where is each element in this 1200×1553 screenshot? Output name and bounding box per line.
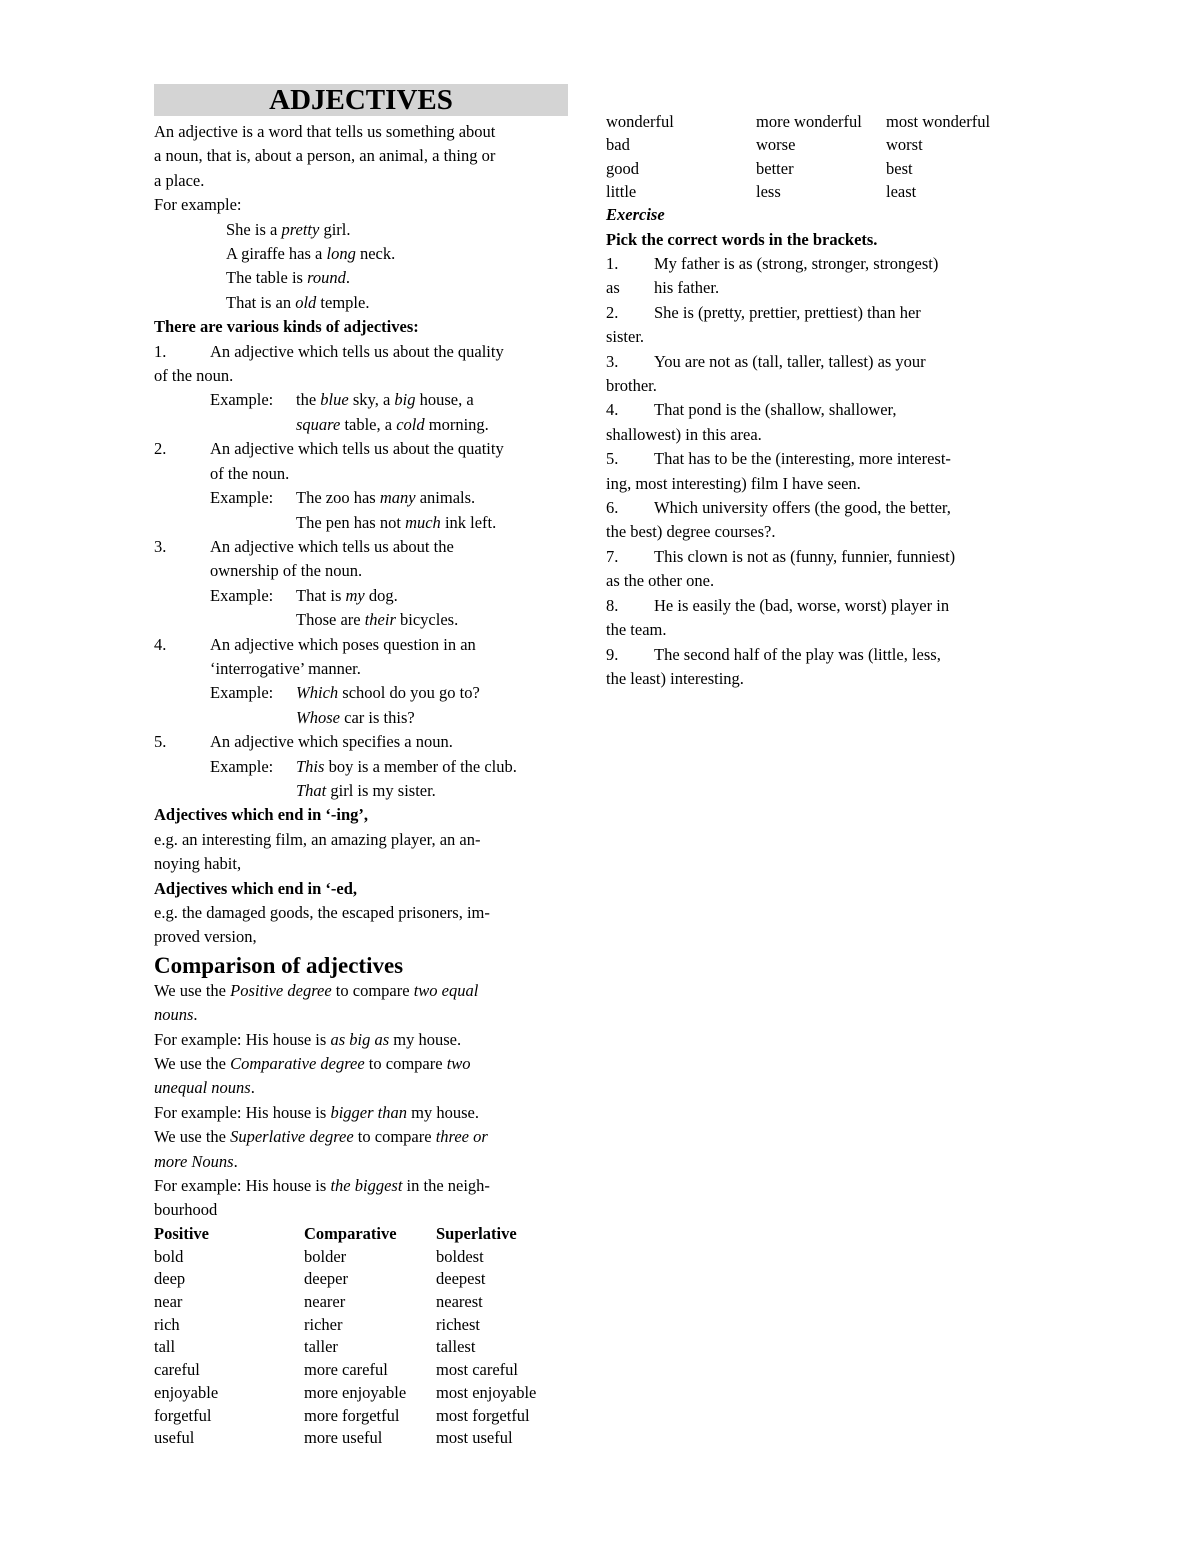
emphasis-text: much bbox=[405, 512, 441, 532]
table-cell: nearest bbox=[436, 1291, 483, 1311]
item-text: An adjective which tells us about the quality bbox=[210, 341, 504, 361]
emphasis-text: This bbox=[296, 756, 325, 776]
table-cell: most useful bbox=[436, 1428, 513, 1448]
exercise-number: 1. bbox=[606, 254, 619, 273]
table-cell: better bbox=[756, 158, 794, 178]
table-cell: richest bbox=[436, 1314, 480, 1334]
exercise-line-cont: shallowest) in this area. bbox=[606, 424, 762, 444]
exercise-item bbox=[606, 350, 1026, 399]
emphasis-text: Positive degree bbox=[230, 980, 332, 1000]
intro-line: a place. bbox=[154, 170, 205, 190]
adjective-emphasis: long bbox=[326, 244, 356, 264]
kind-example-cont bbox=[154, 706, 568, 730]
item-number: 1. bbox=[154, 341, 167, 361]
emphasis-text: two bbox=[446, 1054, 471, 1074]
exercise-line-cont: brother. bbox=[606, 376, 657, 396]
table-cell: wonderful bbox=[606, 112, 674, 131]
comparison-heading: Comparison of adjectives bbox=[154, 952, 404, 978]
for-example-label: For example: bbox=[154, 195, 242, 215]
emphasis-text: many bbox=[379, 488, 416, 508]
comparison-line bbox=[154, 1174, 568, 1198]
text-part: dog. bbox=[364, 585, 398, 605]
comparison-line bbox=[154, 1076, 568, 1100]
kinds-heading: There are various kinds of adjectives: bbox=[154, 317, 419, 337]
exercise-item bbox=[606, 252, 1026, 301]
table-cell: most forgetful bbox=[436, 1405, 530, 1425]
table-cell: forgetful bbox=[154, 1405, 212, 1425]
text-part: For example: His house is bbox=[154, 1176, 331, 1196]
emphasis-text: their bbox=[364, 610, 396, 630]
exercise-line-cont: the least) interesting. bbox=[606, 668, 744, 688]
ed-heading: Adjectives which end in ‘-ed, bbox=[154, 878, 358, 898]
table-cell: tallest bbox=[436, 1337, 476, 1357]
exercise-line bbox=[606, 545, 1026, 569]
item-text: An adjective which specifies a noun. bbox=[210, 732, 453, 752]
ed-example: proved version, bbox=[154, 927, 257, 947]
text-part: . bbox=[193, 1005, 198, 1025]
sentence-part: . bbox=[345, 268, 351, 288]
kind-item bbox=[154, 535, 568, 633]
item-number: 4. bbox=[154, 634, 167, 654]
exercise-number: 8. bbox=[606, 595, 619, 615]
kind-example bbox=[154, 584, 568, 608]
page-title: ADJECTIVES bbox=[154, 84, 568, 116]
emphasis-text: cold bbox=[396, 414, 425, 434]
emphasis-text: three or bbox=[435, 1127, 488, 1147]
exercise-item bbox=[606, 398, 1026, 447]
ing-heading: Adjectives which end in ‘-ing’, bbox=[154, 805, 369, 825]
exercise-text: She is (pretty, prettier, prettiest) than her bbox=[654, 302, 921, 322]
text-part: For example: His house is bbox=[154, 1102, 331, 1122]
exercise-number: 5. bbox=[606, 449, 619, 469]
adjective-emphasis: old bbox=[295, 292, 317, 312]
ing-example: e.g. an interesting film, an amazing player, an an- bbox=[154, 829, 481, 849]
table-cell: deep bbox=[154, 1269, 186, 1289]
exercise-number: 4. bbox=[606, 400, 619, 420]
exercise-text: The second half of the play was (little, less, bbox=[654, 644, 941, 664]
exercise-line bbox=[606, 350, 1026, 374]
text-part: my house. bbox=[407, 1102, 479, 1122]
exercise-item bbox=[606, 594, 1026, 643]
intro-example-sentence bbox=[154, 218, 568, 242]
exercise-item bbox=[606, 301, 1026, 350]
example-label: Example: bbox=[210, 390, 274, 410]
text-part: sky, a bbox=[348, 390, 395, 410]
table-cell: worse bbox=[756, 135, 796, 155]
comparison-line bbox=[154, 1052, 568, 1076]
table-cell: more enjoyable bbox=[304, 1382, 407, 1402]
exercise-line-cont: ing, most interesting) film I have seen. bbox=[606, 473, 861, 493]
text-part: girl is my sister. bbox=[326, 780, 436, 800]
text-part: the bbox=[296, 390, 321, 410]
text-part: . bbox=[233, 1151, 238, 1171]
text-part: table, a bbox=[340, 414, 397, 434]
exercise-number: 6. bbox=[606, 498, 619, 518]
exercise-text: his father. bbox=[654, 278, 720, 298]
emphasis-text: more Nouns bbox=[154, 1151, 234, 1171]
table-header-cell: Positive bbox=[154, 1223, 209, 1243]
text-part: to compare bbox=[353, 1127, 436, 1147]
table-cell: boldest bbox=[436, 1246, 484, 1266]
table-cell: good bbox=[606, 158, 639, 178]
exercise-line-cont: the best) degree courses?. bbox=[606, 522, 776, 542]
item-text: An adjective which tells us about the bbox=[210, 536, 454, 556]
emphasis-text: as big as bbox=[330, 1029, 390, 1049]
comparison-line bbox=[154, 1101, 568, 1125]
kind-item-line: ownership of the noun. bbox=[210, 561, 363, 581]
example-label: Example: bbox=[210, 756, 274, 776]
item-text: An adjective which poses question in an bbox=[210, 634, 476, 654]
intro-example-sentence bbox=[154, 291, 568, 315]
exercise-line-cont: sister. bbox=[606, 327, 645, 347]
table-cell: least bbox=[886, 181, 917, 201]
text-part: to compare bbox=[364, 1054, 447, 1074]
kind-item bbox=[154, 633, 568, 731]
adjective-emphasis: pretty bbox=[281, 219, 320, 239]
exercise-text: Which university offers (the good, the better, bbox=[654, 498, 951, 518]
text-part: school do you go to? bbox=[338, 683, 480, 703]
example-text bbox=[296, 584, 568, 608]
comparison-text bbox=[154, 979, 568, 1223]
exercise-line bbox=[606, 252, 1026, 276]
exercise-line bbox=[606, 301, 1026, 325]
exercise-item bbox=[606, 496, 1026, 545]
ed-example: e.g. the damaged goods, the escaped prisoners, im- bbox=[154, 903, 490, 922]
example-text bbox=[296, 388, 568, 412]
text-part: animals. bbox=[415, 488, 476, 508]
table-cell: enjoyable bbox=[154, 1382, 219, 1402]
example-text bbox=[296, 681, 568, 705]
comparison-line bbox=[154, 1150, 568, 1174]
exercise-line-cont: as the other one. bbox=[606, 571, 715, 591]
text-part: morning. bbox=[424, 414, 489, 434]
intro-line: a noun, that is, about a person, an animal, a thing or bbox=[154, 146, 496, 166]
emphasis-text: That bbox=[296, 780, 327, 800]
exercise-line-cont: the team. bbox=[606, 620, 667, 640]
kind-example-cont bbox=[154, 779, 568, 803]
table-cell: most careful bbox=[436, 1360, 519, 1380]
exercise-line bbox=[606, 594, 1026, 618]
sentence-part: The table is bbox=[226, 268, 308, 288]
degrees-table-continued bbox=[606, 110, 1026, 203]
exercise-number: 7. bbox=[606, 546, 619, 566]
kind-item-line bbox=[154, 437, 568, 461]
kinds-list bbox=[154, 340, 568, 804]
exercise-text: My father is as (strong, stronger, strongest) bbox=[654, 254, 939, 273]
kind-example-cont bbox=[154, 608, 568, 632]
table-cell: worst bbox=[886, 135, 923, 155]
comparison-line bbox=[154, 1028, 568, 1052]
item-number: 5. bbox=[154, 732, 167, 752]
emphasis-text: Superlative degree bbox=[230, 1127, 354, 1147]
kind-item-line bbox=[154, 340, 568, 364]
table-cell: bold bbox=[154, 1246, 184, 1266]
intro-line: An adjective is a word that tells us something about bbox=[154, 122, 496, 141]
table-cell: more forgetful bbox=[304, 1405, 400, 1425]
table-cell: richer bbox=[304, 1314, 343, 1334]
table-cell: most wonderful bbox=[886, 112, 991, 131]
item-number: 3. bbox=[154, 536, 167, 556]
text-part: Those are bbox=[296, 610, 365, 630]
text-part: We use the bbox=[154, 1127, 231, 1147]
table-cell: taller bbox=[304, 1337, 338, 1357]
kind-example-cont bbox=[154, 511, 568, 535]
emphasis-text: bigger than bbox=[330, 1102, 407, 1122]
example-label: Example: bbox=[210, 488, 274, 508]
exercise-list bbox=[606, 252, 1026, 691]
right-column bbox=[606, 110, 1026, 691]
example-text bbox=[296, 486, 568, 510]
kind-example bbox=[154, 755, 568, 779]
table-cell: near bbox=[154, 1291, 183, 1311]
degrees-table bbox=[154, 1223, 568, 1450]
table-cell: best bbox=[886, 158, 913, 178]
text-part: car is this? bbox=[340, 707, 415, 727]
text-part: in the neigh- bbox=[402, 1176, 490, 1196]
sentence-part: That is an bbox=[226, 292, 296, 312]
adjective-emphasis: round bbox=[307, 268, 346, 288]
text-part: We use the bbox=[154, 1054, 231, 1074]
sentence-part: girl. bbox=[319, 219, 351, 239]
table-cell: rich bbox=[154, 1314, 180, 1334]
text-part: bicycles. bbox=[395, 610, 459, 630]
example-text bbox=[296, 755, 568, 779]
exercise-item bbox=[606, 545, 1026, 594]
item-text: An adjective which tells us about the quatity bbox=[210, 439, 504, 459]
kind-item-line: of the noun. bbox=[154, 366, 234, 386]
exercise-title: Exercise bbox=[606, 205, 665, 225]
sentence-part: She is a bbox=[226, 219, 282, 239]
kind-example-cont bbox=[154, 413, 568, 437]
kind-item bbox=[154, 340, 568, 438]
sentence-part: A giraffe has a bbox=[226, 244, 327, 264]
table-cell: careful bbox=[154, 1360, 200, 1380]
item-number: 2. bbox=[154, 439, 167, 459]
exercise-number: 9. bbox=[606, 644, 619, 664]
sentence-part: temple. bbox=[316, 292, 370, 312]
kind-example bbox=[154, 388, 568, 412]
text-part: The pen has not bbox=[296, 512, 406, 532]
emphasis-text: my bbox=[345, 585, 365, 605]
text-part: That is bbox=[296, 585, 346, 605]
text-part: to compare bbox=[331, 980, 414, 1000]
text-part: my house. bbox=[389, 1029, 462, 1049]
intro-example-sentence bbox=[154, 242, 568, 266]
exercise-item bbox=[606, 447, 1026, 496]
comparison-line bbox=[154, 1003, 568, 1027]
emphasis-text: square bbox=[296, 414, 341, 434]
exercise-text: That has to be the (interesting, more interest- bbox=[654, 449, 951, 469]
emphasis-text: big bbox=[394, 390, 416, 410]
comparison-line bbox=[154, 979, 568, 1003]
exercise-line bbox=[606, 496, 1026, 520]
table-cell: less bbox=[756, 181, 781, 201]
kind-item bbox=[154, 437, 568, 535]
exercise-text: That pond is the (shallow, shallower, bbox=[654, 400, 897, 420]
emphasis-text: the biggest bbox=[330, 1176, 403, 1196]
ing-example: noying habit, bbox=[154, 854, 242, 874]
kind-example bbox=[154, 486, 568, 510]
table-cell: bolder bbox=[304, 1246, 347, 1266]
kind-item-line: ‘interrogative’ manner. bbox=[210, 658, 361, 678]
table-cell: little bbox=[606, 181, 637, 201]
comparison-line bbox=[154, 1198, 568, 1222]
text-part: The zoo has bbox=[296, 488, 380, 508]
text-part: For example: His house is bbox=[154, 1029, 331, 1049]
table-cell: more wonderful bbox=[756, 112, 862, 131]
exercise-text: This clown is not as (funny, funnier, funniest) bbox=[654, 546, 956, 566]
table-cell: most enjoyable bbox=[436, 1382, 537, 1402]
table-cell: nearer bbox=[304, 1291, 346, 1311]
kind-item bbox=[154, 730, 568, 803]
emphasis-text: blue bbox=[320, 390, 349, 410]
emphasis-text: nouns bbox=[154, 1005, 194, 1025]
exercise-line bbox=[606, 398, 1026, 422]
emphasis-text: Which bbox=[296, 683, 339, 703]
text-part: We use the bbox=[154, 980, 231, 1000]
table-cell: more careful bbox=[304, 1360, 388, 1380]
table-header-cell: Superlative bbox=[436, 1223, 517, 1243]
emphasis-text: Comparative degree bbox=[230, 1054, 365, 1074]
exercise-line bbox=[606, 447, 1026, 471]
intro-section bbox=[154, 120, 568, 315]
exercise-text: You are not as (tall, taller, tallest) as your bbox=[654, 351, 926, 371]
emphasis-text: Whose bbox=[296, 707, 340, 727]
text-part: . bbox=[250, 1078, 255, 1098]
sentence-part: neck. bbox=[355, 244, 396, 264]
table-header-cell: Comparative bbox=[304, 1223, 397, 1243]
exercise-number: 2. bbox=[606, 302, 619, 322]
text-part: boy is a member of the club. bbox=[324, 756, 517, 776]
left-column bbox=[154, 84, 568, 1450]
exercise-number: 3. bbox=[606, 351, 619, 371]
comparison-line bbox=[154, 1125, 568, 1149]
kind-item-line: of the noun. bbox=[210, 463, 290, 483]
exercise-line-cont bbox=[606, 276, 1026, 300]
table-cell: useful bbox=[154, 1428, 195, 1448]
exercise-instruction: Pick the correct words in the brackets. bbox=[606, 229, 878, 249]
exercise-text: He is easily the (bad, worse, worst) player in bbox=[654, 595, 950, 615]
text-part: bourhood bbox=[154, 1200, 218, 1220]
kind-example bbox=[154, 681, 568, 705]
kind-item-line bbox=[154, 633, 568, 657]
emphasis-text: two equal bbox=[413, 980, 479, 1000]
table-cell: tall bbox=[154, 1337, 176, 1357]
emphasis-text: unequal nouns bbox=[154, 1078, 251, 1098]
kind-item-line bbox=[154, 535, 568, 559]
table-cell: bad bbox=[606, 135, 630, 155]
intro-example-sentence bbox=[154, 266, 568, 290]
table-cell: more useful bbox=[304, 1428, 383, 1448]
example-label: Example: bbox=[210, 585, 274, 605]
intro-examples bbox=[154, 218, 568, 316]
table-cell: deeper bbox=[304, 1269, 348, 1289]
example-label: Example: bbox=[210, 683, 274, 703]
text-part: ink left. bbox=[440, 512, 497, 532]
kind-item-line bbox=[154, 730, 568, 754]
table-cell: deepest bbox=[436, 1269, 486, 1289]
exercise-text: as bbox=[606, 278, 620, 298]
exercise-item bbox=[606, 643, 1026, 692]
exercise-line bbox=[606, 643, 1026, 667]
text-part: house, a bbox=[415, 390, 474, 410]
